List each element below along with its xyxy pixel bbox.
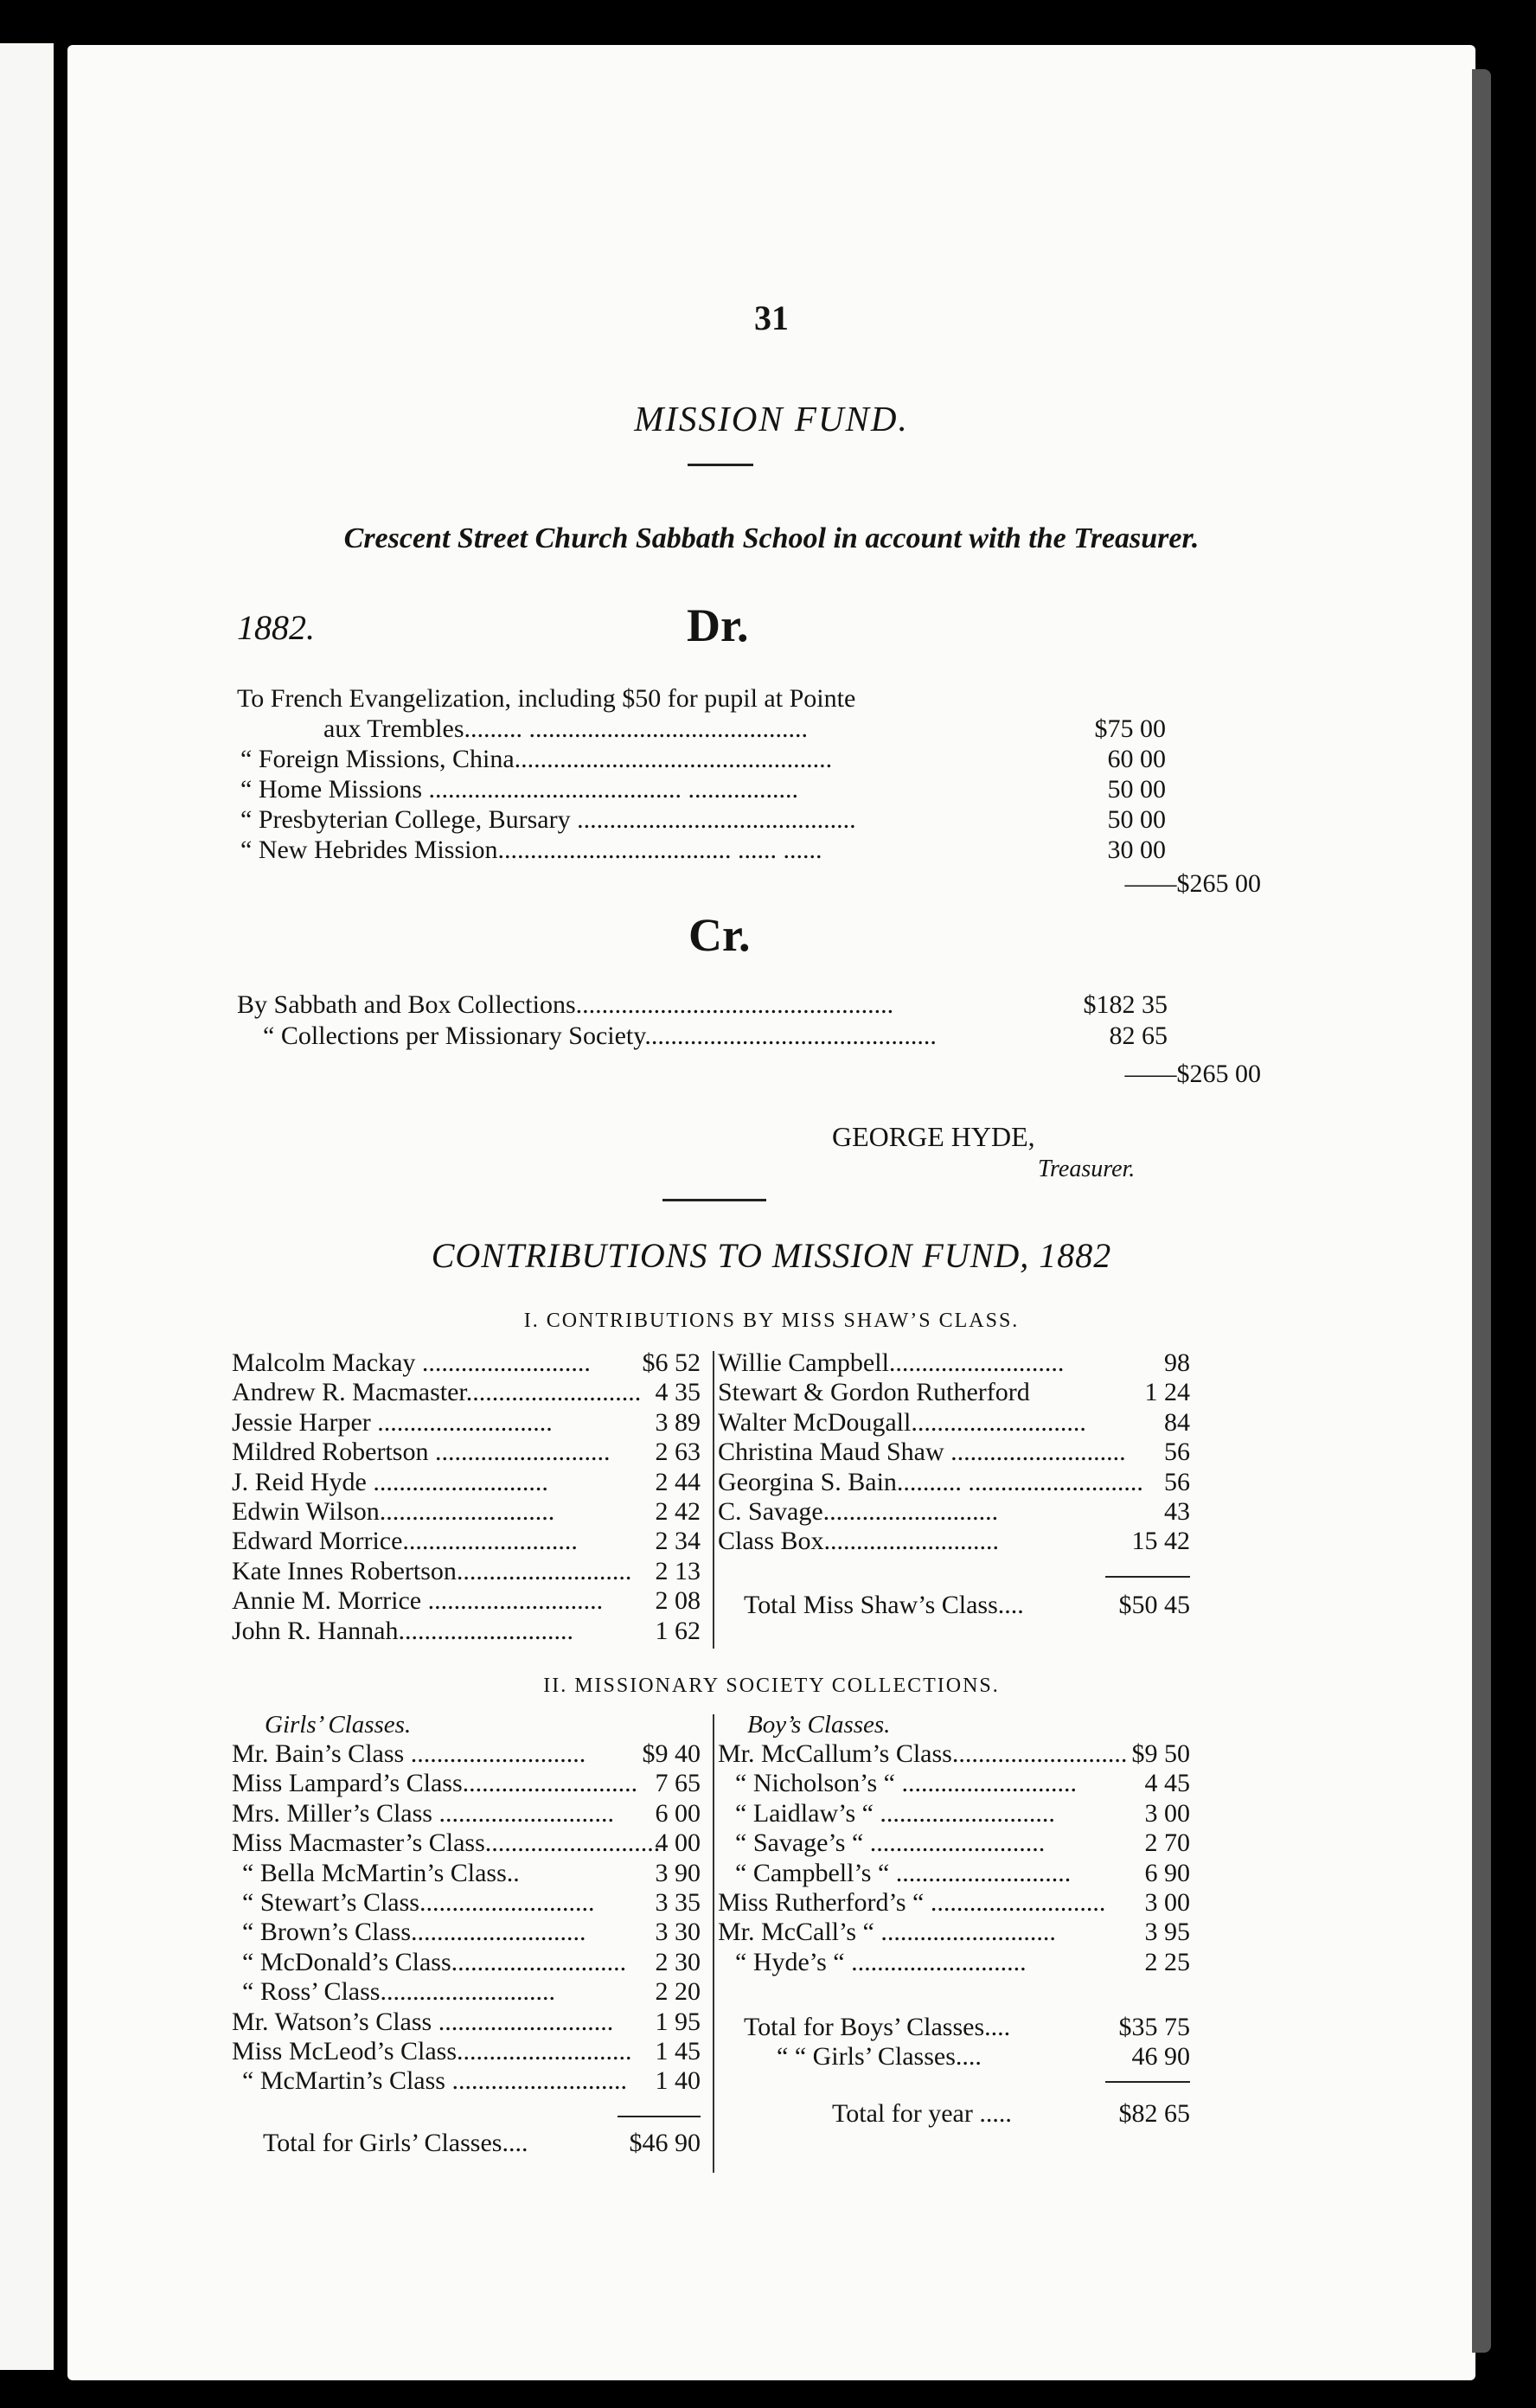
girls-row-amount: 3 35 <box>655 1888 701 1917</box>
girls-row-amount: 3 90 <box>655 1858 701 1887</box>
shaw-left-row-amount: 2 08 <box>655 1586 701 1616</box>
shaw-left-row-amount: $6 52 <box>642 1348 701 1377</box>
year-total-rule <box>1105 2081 1190 2083</box>
page-shadow <box>1472 69 1491 2353</box>
shaw-total-rule <box>1105 1576 1190 1578</box>
girls-total-rule <box>618 2116 701 2117</box>
document-page <box>67 45 1475 2380</box>
girls-row-amount: 6 00 <box>655 1798 701 1828</box>
shaw-left-row-label: Jessie Harper ........................... <box>232 1407 553 1437</box>
girls-row-amount: 4 00 <box>655 1828 701 1858</box>
shaw-left-row-amount: 2 42 <box>655 1497 701 1526</box>
debit-row-label: aux Trembles......... ........................................... <box>323 714 809 743</box>
shaw-left-row-label: Edward Morrice........................... <box>232 1527 578 1556</box>
debit-heading: Dr. <box>687 599 749 651</box>
shaw-left-row-label: John R. Hannah........................... <box>232 1616 573 1645</box>
column-divider-2 <box>713 1714 714 2173</box>
debit-row-amount: 30 00 <box>1107 836 1166 864</box>
girls-total-amount: $46 90 <box>629 2129 701 2157</box>
boys-row-amount: 6 90 <box>1144 1858 1190 1887</box>
boys-row-label: “ Laidlaw’s “ ........................... <box>735 1798 1055 1828</box>
boys-heading: Boy’s Classes. <box>747 1711 891 1739</box>
shaw-right-row-amount: 43 <box>1164 1497 1190 1526</box>
shaw-total-label: Total Miss Shaw’s Class.... <box>744 1591 1024 1619</box>
shaw-right-row-amount: 56 <box>1164 1467 1190 1496</box>
girls-heading: Girls’ Classes. <box>265 1711 412 1739</box>
girls-row-amount: 3 30 <box>655 1918 701 1947</box>
boys-row-amount: 4 45 <box>1144 1769 1190 1798</box>
shaw-right-row-amount: 56 <box>1164 1438 1190 1467</box>
shaw-left-row-amount: 3 89 <box>655 1407 701 1437</box>
girls-row-label: “ Ross’ Class........................... <box>242 1977 555 2007</box>
shaw-right-row-label: C. Savage........................... <box>718 1497 999 1526</box>
debit-total: ——$265 00 <box>1124 869 1261 898</box>
section2-title: II. MISSIONARY SOCIETY COLLECTIONS. <box>543 1675 1000 1697</box>
shaw-left-row-label: Annie M. Morrice ........................... <box>232 1586 604 1616</box>
credit-row-amount: $182 35 <box>1083 990 1168 1019</box>
girls-row-label: Mrs. Miller’s Class ........................... <box>232 1798 614 1828</box>
shaw-left-row-amount: 2 44 <box>655 1467 701 1496</box>
shaw-left-row-amount: 2 34 <box>655 1527 701 1556</box>
girls-total2-amount: 46 90 <box>1131 2042 1190 2071</box>
shaw-left-row-amount: 2 63 <box>655 1438 701 1467</box>
page-title: MISSION FUND. <box>634 399 909 439</box>
shaw-right-row-label: Willie Campbell........................... <box>718 1348 1065 1377</box>
debit-row-label: To French Evangelization, including $50 for pupil at Pointe <box>237 684 856 713</box>
credit-heading: Cr. <box>688 909 751 961</box>
shaw-left-row-label: J. Reid Hyde ........................... <box>232 1467 548 1496</box>
boys-row-label: “ Savage’s “ ........................... <box>735 1828 1046 1858</box>
debit-row-label: “ New Hebrides Mission.................................... ...... ...... <box>240 836 822 864</box>
shaw-left-row-label: Kate Innes Robertson........................... <box>232 1556 632 1585</box>
girls-row-label: Mr. Bain’s Class ........................... <box>232 1739 586 1768</box>
girls-total2-label: “ “ Girls’ Classes.... <box>777 2042 982 2071</box>
girls-row-label: “ McMartin’s Class ........................... <box>242 2066 627 2096</box>
girls-row-amount: 7 65 <box>655 1769 701 1798</box>
shaw-right-row-label: Walter McDougall........................... <box>718 1407 1086 1437</box>
contributions-title: CONTRIBUTIONS TO MISSION FUND, 1882 <box>431 1236 1112 1275</box>
account-year: 1882. <box>237 608 315 647</box>
girls-row-label: “ Bella McMartin’s Class.. <box>242 1858 520 1887</box>
page-number: 31 <box>754 298 789 337</box>
shaw-left-row-amount: 4 35 <box>655 1378 701 1407</box>
boys-row-label: “ Nicholson’s “ ........................... <box>735 1769 1077 1798</box>
debit-row-amount: 60 00 <box>1107 745 1166 773</box>
treasurer-name: GEORGE HYDE, <box>832 1121 1035 1152</box>
girls-row-amount: $9 40 <box>642 1739 701 1768</box>
boys-row-amount: 3 95 <box>1144 1918 1190 1947</box>
debit-row-amount: 50 00 <box>1107 805 1166 834</box>
girls-total-label: Total for Girls’ Classes.... <box>263 2129 528 2157</box>
shaw-left-row-label: Mildred Robertson ........................... <box>232 1438 611 1467</box>
debit-row-amount: $75 00 <box>1094 714 1166 743</box>
credit-row-amount: 82 65 <box>1109 1021 1168 1050</box>
column-divider <box>713 1351 714 1649</box>
shaw-right-row-label: Class Box........................... <box>718 1527 1000 1556</box>
section-rule <box>662 1199 766 1201</box>
credit-row-label: “ Collections per Missionary Society............................................. <box>263 1021 937 1050</box>
debit-row-label: “ Foreign Missions, China................................................. <box>240 745 833 773</box>
shaw-right-row-label: Stewart & Gordon Rutherford <box>718 1378 1030 1407</box>
shaw-left-row-amount: 2 13 <box>655 1556 701 1585</box>
boys-row-amount: $9 50 <box>1131 1739 1190 1768</box>
shaw-left-row-label: Malcolm Mackay .......................... <box>232 1348 591 1377</box>
boys-row-label: Mr. McCallum’s Class........................... <box>718 1739 1128 1768</box>
account-subtitle: Crescent Street Church Sabbath School in account with the Treasurer. <box>343 522 1200 554</box>
title-rule <box>688 464 753 466</box>
girls-row-label: Miss Macmaster’s Class........................... <box>232 1828 661 1858</box>
boys-row-amount: 3 00 <box>1144 1798 1190 1828</box>
shaw-right-row-amount: 1 24 <box>1144 1378 1190 1407</box>
credit-total: ——$265 00 <box>1124 1060 1261 1088</box>
shaw-left-row-label: Edwin Wilson........................... <box>232 1497 555 1526</box>
shaw-total-amount: $50 45 <box>1118 1591 1190 1619</box>
shaw-right-row-amount: 84 <box>1164 1407 1190 1437</box>
boys-row-amount: 2 70 <box>1144 1828 1190 1858</box>
boys-row-label: “ Campbell’s “ ........................... <box>735 1858 1072 1887</box>
boys-row-label: “ Hyde’s “ ........................... <box>735 1947 1027 1976</box>
shaw-right-row-label: Georgina S. Bain.......... ........................... <box>718 1467 1143 1496</box>
girls-row-amount: 2 20 <box>655 1977 701 2007</box>
shaw-left-row-amount: 1 62 <box>655 1616 701 1645</box>
girls-row-amount: 2 30 <box>655 1947 701 1976</box>
girls-row-amount: 1 95 <box>655 2007 701 2036</box>
girls-row-label: “ McDonald’s Class........................... <box>242 1947 627 1976</box>
girls-row-amount: 1 45 <box>655 2037 701 2065</box>
facing-page-edge <box>0 43 54 2370</box>
year-total-amount: $82 65 <box>1118 2099 1190 2128</box>
shaw-right-row-amount: 15 42 <box>1131 1527 1190 1556</box>
girls-row-label: “ Brown’s Class........................... <box>242 1918 586 1947</box>
boys-total-label: Total for Boys’ Classes.... <box>744 2013 1011 2041</box>
boys-row-label: Miss Rutherford’s “ ........................... <box>718 1888 1106 1917</box>
girls-row-label: “ Stewart’s Class........................... <box>242 1888 595 1917</box>
boys-row-label: Mr. McCall’s “ ........................... <box>718 1918 1056 1947</box>
year-total-label: Total for year ..... <box>832 2099 1012 2128</box>
girls-row-label: Mr. Watson’s Class ........................... <box>232 2007 614 2036</box>
girls-row-amount: 1 40 <box>655 2066 701 2096</box>
girls-row-label: Miss Lampard’s Class........................... <box>232 1769 638 1798</box>
boys-row-amount: 2 25 <box>1144 1947 1190 1976</box>
boys-total-amount: $35 75 <box>1118 2013 1190 2041</box>
shaw-right-row-label: Christina Maud Shaw ........................... <box>718 1438 1126 1467</box>
shaw-right-row-amount: 98 <box>1164 1348 1190 1377</box>
credit-row-label: By Sabbath and Box Collections................................................. <box>237 990 894 1019</box>
treasurer-title: Treasurer. <box>1038 1156 1136 1182</box>
debit-row-amount: 50 00 <box>1107 775 1166 804</box>
debit-row-label: “ Presbyterian College, Bursary ........................................... <box>240 805 856 834</box>
shaw-left-row-label: Andrew R. Macmaster........................... <box>232 1378 642 1407</box>
girls-row-label: Miss McLeod’s Class........................... <box>232 2037 632 2065</box>
boys-row-amount: 3 00 <box>1144 1888 1190 1917</box>
section1-title: I. CONTRIBUTIONS BY MISS SHAW’S CLASS. <box>523 1310 1020 1332</box>
debit-row-label: “ Home Missions ....................................... ................. <box>240 775 798 804</box>
